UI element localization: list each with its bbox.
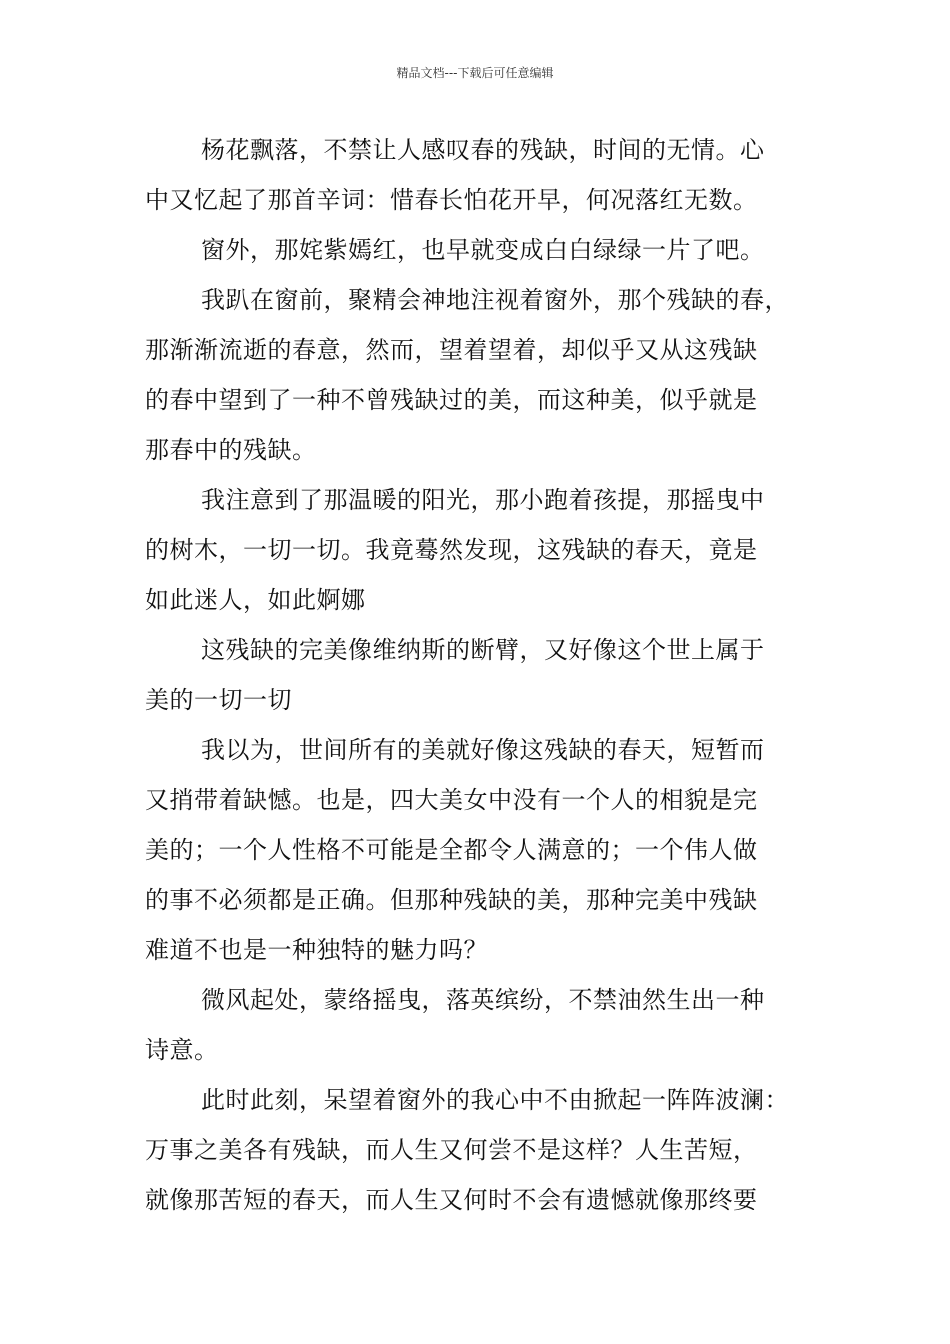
text-line: 又捎带着缺憾。也是，四大美女中没有一个人的相貌是完 xyxy=(145,786,758,814)
page-header: 精品文档---下载后可任意编辑 xyxy=(396,66,554,80)
text-line: 如此迷人，如此婀娜 xyxy=(145,586,366,614)
text-line: 万事之美各有残缺，而人生又何尝不是这样？人生苦短， xyxy=(145,1136,758,1164)
text-line: 的春中望到了一种不曾残缺过的美，而这种美，似乎就是 xyxy=(145,386,758,414)
text-line: 中又忆起了那首辛词：惜春长怕花开早，何况落红无数。 xyxy=(145,186,758,214)
text-line: 那春中的残缺。 xyxy=(145,436,317,464)
text-line: 的树木，一切一切。我竟蓦然发现，这残缺的春天，竟是 xyxy=(145,536,758,564)
paragraph-5 xyxy=(145,625,815,725)
text-line: 我以为，世间所有的美就好像这残缺的春天，短暂而 xyxy=(201,736,765,764)
paragraph-3 xyxy=(145,275,815,475)
text-line: 美的一切一切 xyxy=(145,686,292,714)
text-line: 这残缺的完美像维纳斯的断臂，又好像这个世上属于 xyxy=(201,636,765,664)
text-line: 难道不也是一种独特的魅力吗？ xyxy=(145,936,488,964)
text-line: 窗外，那姹紫嫣红，也早就变成白白绿绿一片了吧。 xyxy=(201,236,765,264)
text-line: 我注意到了那温暖的阳光，那小跑着孩提，那摇曳中 xyxy=(201,486,765,514)
paragraph-7 xyxy=(145,975,815,1075)
text-line: 诗意。 xyxy=(145,1036,219,1064)
paragraph-4 xyxy=(145,475,815,625)
text-line: 杨花飘落，不禁让人感叹春的残缺，时间的无情。心 xyxy=(201,136,765,164)
paragraph-2 xyxy=(145,225,815,275)
text-line: 的事不必须都是正确。但那种残缺的美，那种完美中残缺 xyxy=(145,886,758,914)
text-line: 那渐渐流逝的春意，然而，望着望着，却似乎又从这残缺 xyxy=(145,336,758,364)
text-line: 微风起处，蒙络摇曳，落英缤纷，不禁油然生出一种 xyxy=(201,986,765,1014)
paragraph-1 xyxy=(145,125,815,225)
text-line: 美的；一个人性格不可能是全都令人满意的；一个伟人做 xyxy=(145,836,758,864)
text-line: 此时此刻，呆望着窗外的我心中不由掀起一阵阵波澜： xyxy=(201,1086,789,1114)
paragraph-6 xyxy=(145,725,815,975)
text-line: 就像那苦短的春天，而人生又何时不会有遗憾就像那终要 xyxy=(145,1186,758,1214)
document-body xyxy=(145,125,815,1225)
paragraph-8 xyxy=(145,1075,815,1225)
text-line: 我趴在窗前，聚精会神地注视着窗外，那个残缺的春， xyxy=(201,286,789,314)
